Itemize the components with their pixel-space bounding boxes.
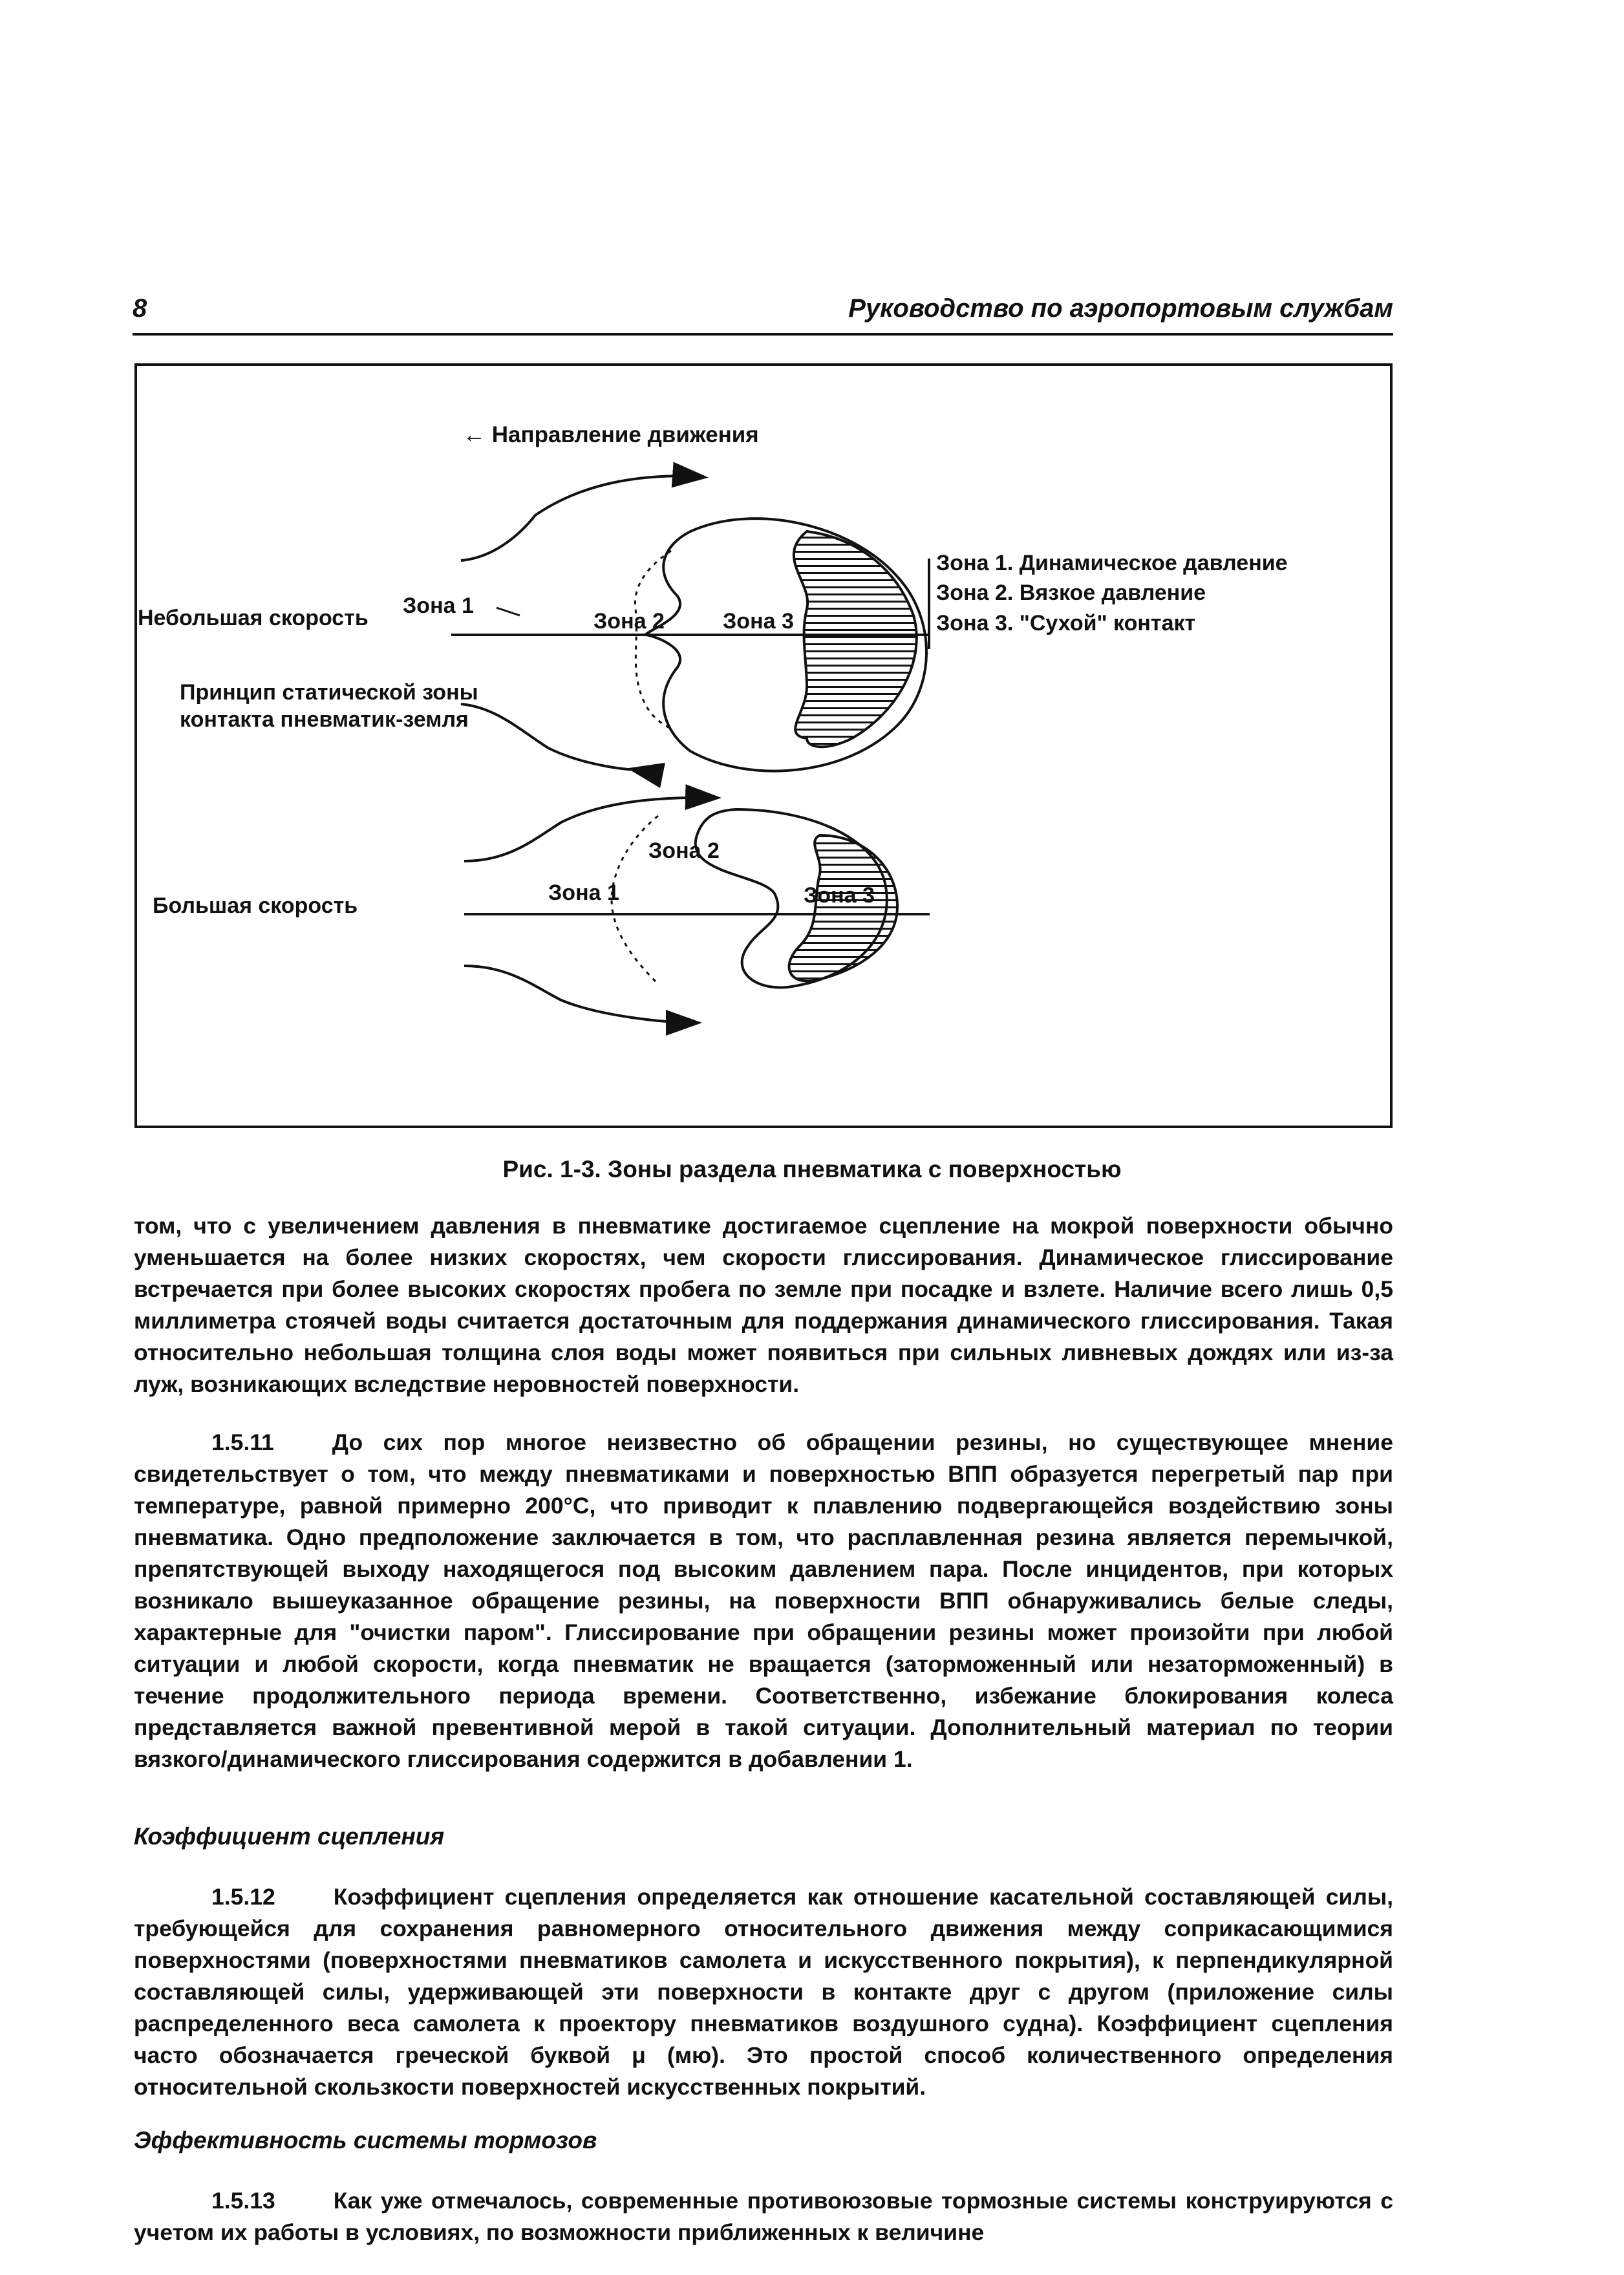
tire-zones-diagram — [134, 363, 1393, 1128]
low-zone3-label: Зона 3 — [723, 609, 794, 634]
lower-flow-arrow — [461, 704, 633, 769]
low-zone1-label: Зона 1 — [403, 593, 474, 618]
paragraph-text: До сих пор многое неизвестно об обращении резины, но существующее мнение свидетельствует о том, что между пневматиками и поверхностью ВПП образуется перегретый пар при температуре, равной примерно 200°С, что приводит к плавлению подвергающейся воздействию зоны пневматика. Одно предположение заключается в том, что расплавленная резина является перемычкой, препятствующей выходу находящегося под высоким давлением пара. После инцидентов, при которых возникало вышеуказанное обращение резины, на поверхности ВПП обнаруживались белые следы, характерные для "очистки паром". Глиссирование при обращении резины может произойти при любой ситуации и любой скорости, когда пневматик не вращается (заторможенный или незаторможенный) в течение продолжительного периода времени. Соответственно, избежание блокирования колеса представляется важной превентивной мерой в такой ситуации. Дополнительный материал по теории вязкого/динамического глиссирования содержится в добавлении 1. — [134, 1429, 1393, 1772]
upper-flow-arrow — [461, 476, 703, 561]
legend-item-3: Зона 3. "Сухой" контакт — [936, 611, 1196, 636]
high-zone3-label: Зона 3 — [804, 883, 875, 908]
paragraph-text: Как уже отмечалось, современные противоюзовые тормозные системы конструируются с учетом их работы в условиях, по возможности приближенных к величине — [134, 2188, 1393, 2245]
legend-item-2: Зона 2. Вязкое давление — [936, 581, 1206, 605]
paragraph-number: 1.5.13 — [211, 2188, 275, 2214]
page-number: 8 — [133, 294, 147, 323]
principle-label-line2: контакта пневматик-земля — [180, 707, 469, 732]
high-speed-diagram — [153, 798, 930, 1023]
header-rule — [133, 333, 1393, 336]
paragraph-1-5-11 — [134, 1427, 1393, 1775]
paragraph-text: Коэффициент сцепления определяется как отношение касательной составляющей силы, требующейся для сохранения равномерного относительного движения между соприкасающимися поверхностями (поверхностями пневматиков самолета и искусственного покрытия), к перпендикулярной составляющей силы, удерживающей эти поверхности в контакте друг с другом (приложение силы распределенного веса самолета к проектору пневматиков воздушного судна). Коэффициент сцепления часто обозначается греческой буквой μ (мю). Это простой способ количественного определения относительной скользкости поверхностей искусственных покрытий. — [134, 1884, 1393, 2100]
high-zone1-label: Зона 1 — [548, 881, 619, 905]
paragraph-continuation: том, что с увеличением давления в пневматике достигаемое сцепление на мокрой поверхности обычно уменьшается на более низких скоростях, чем скорости глиссирования. Динамическое глиссирование встречается при более высоких скоростях пробега по земле при посадке и взлете. Наличие всего лишь 0,5 миллиметра стоячей воды считается достаточным для поддержания динамического глиссирования. Такая относительно небольшая толщина слоя воды может появиться при сильных ливневых дождях или из-за луж, возникающих вследствие неровностей поверхности. — [134, 1213, 1393, 1397]
low-zone2-label: Зона 2 — [593, 609, 665, 634]
figure-frame — [134, 363, 1393, 1128]
running-title: Руководство по аэропортовым службам — [848, 294, 1393, 323]
paragraph-1-5-12 — [134, 1881, 1393, 2103]
paragraph-number: 1.5.11 — [211, 1429, 274, 1455]
paragraph-number: 1.5.12 — [211, 1884, 275, 1910]
direction-label: ← Направление движения — [463, 422, 759, 447]
legend-item-1: Зона 1. Динамическое давление — [936, 551, 1288, 575]
high-lower-flow-arrow — [464, 966, 697, 1023]
page-header — [133, 294, 1393, 330]
paragraph-1-5-13 — [134, 2185, 1393, 2248]
section-heading-brakes: Эффективность системы тормозов — [134, 2127, 597, 2153]
high-speed-label: Большая скорость — [153, 893, 358, 918]
low-speed-diagram — [138, 476, 1288, 771]
principle-label-line1: Принцип статической зоны — [180, 680, 478, 705]
section-heading-friction: Коэффициент сцепления — [134, 1823, 445, 1850]
high-zone2-label: Зона 2 — [648, 838, 720, 863]
figure-caption: Рис. 1-3. Зоны раздела пневматика с поверхностью — [502, 1156, 1122, 1182]
low-speed-zone3-area — [794, 531, 917, 747]
low-speed-label: Небольшая скорость — [138, 606, 369, 630]
high-speed-zone3-area — [789, 835, 897, 981]
